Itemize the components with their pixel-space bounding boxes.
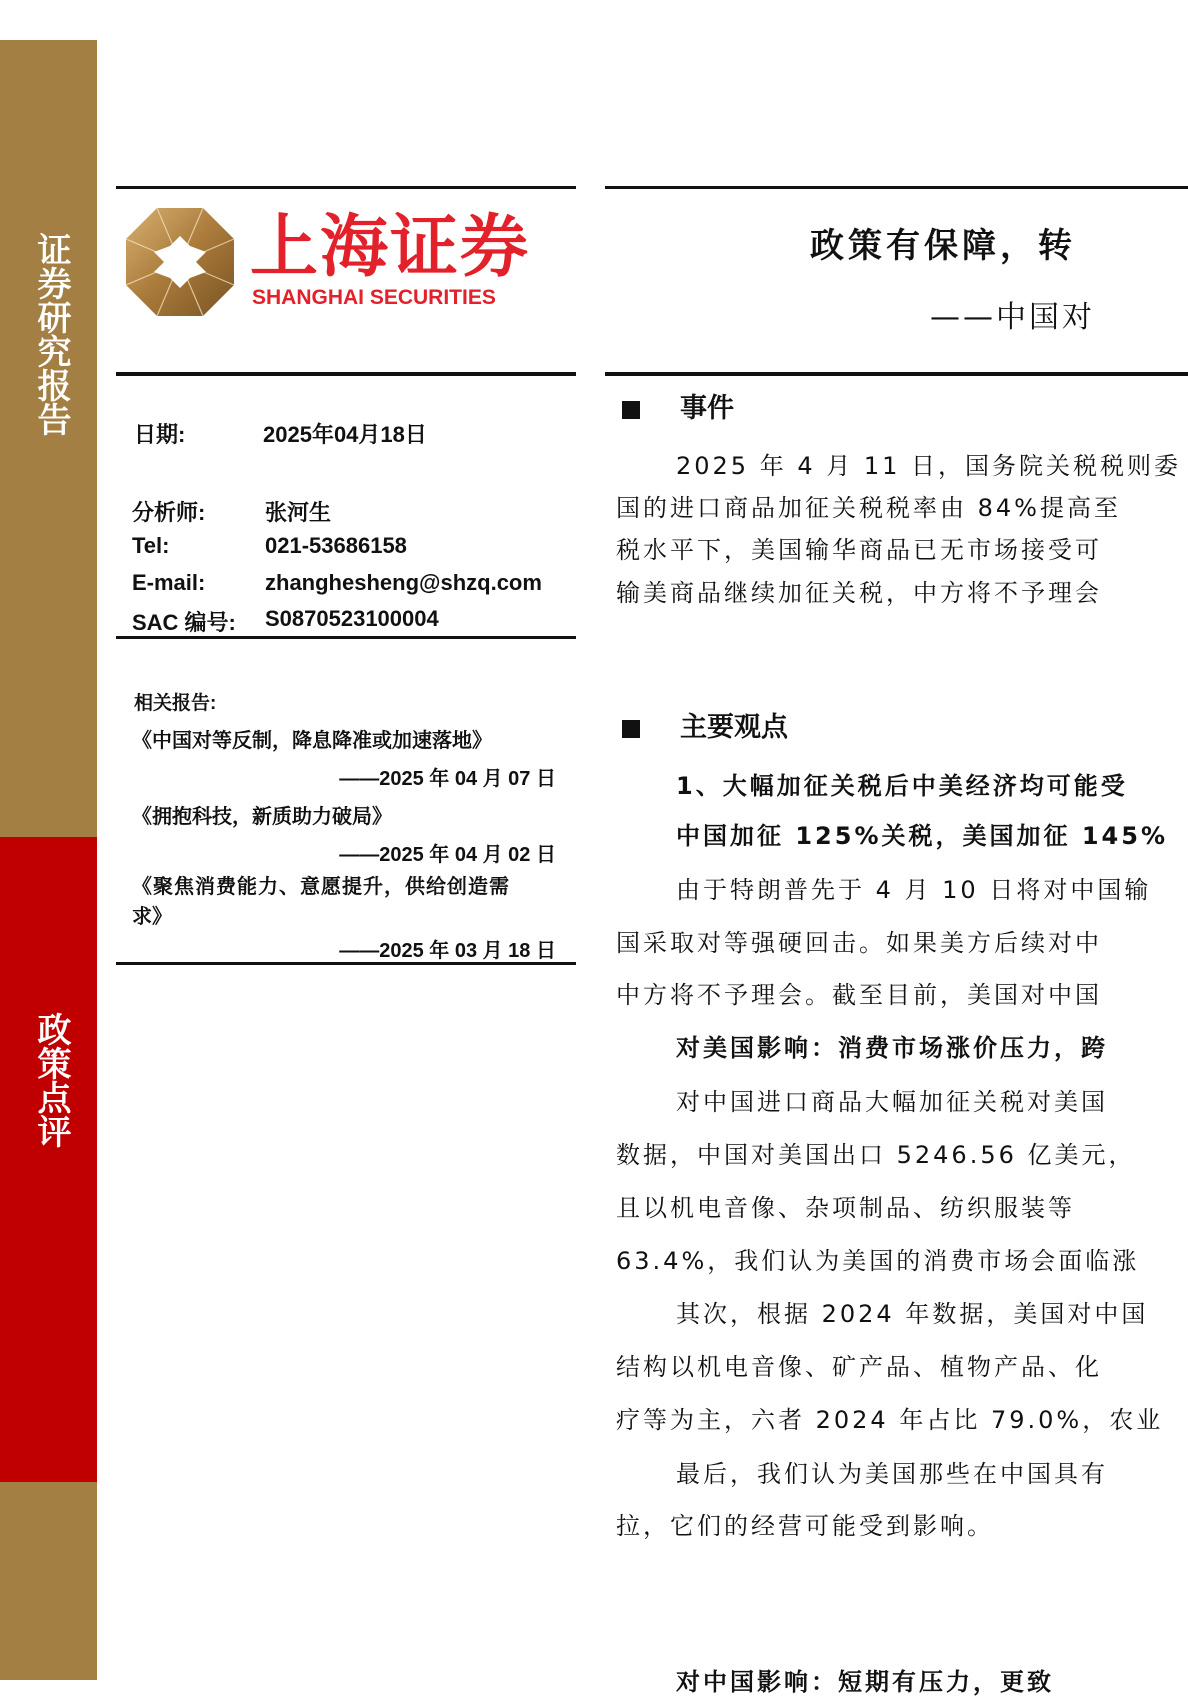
body-line: 63.4%，我们认为美国的消费市场会面临涨 bbox=[616, 1247, 1140, 1275]
bullet-square-icon bbox=[622, 720, 640, 738]
related-label: 相关报告: bbox=[134, 693, 217, 714]
related-report-title[interactable]: 《中国对等反制，降息降准或加速落地》 bbox=[132, 730, 492, 752]
logo-text-en: SHANGHAI SECURITIES bbox=[252, 286, 496, 309]
related-report-date: ——2025 年 03 月 18 日 bbox=[339, 940, 556, 962]
us-impact-heading: 对美国影响：消费市场涨价压力，跨 bbox=[676, 1034, 1108, 1062]
body-line: 最后，我们认为美国那些在中国具有 bbox=[676, 1460, 1108, 1488]
sidebar-gold-top bbox=[0, 40, 97, 837]
body-line: 拉，它们的经营可能受到影响。 bbox=[616, 1512, 994, 1540]
body-line: 由于特朗普先于 4 月 10 日将对中国输 bbox=[676, 876, 1152, 904]
heading-text: 事件 bbox=[680, 393, 734, 424]
point-subheading: 中国加征 125%关税，美国加征 145% bbox=[676, 822, 1168, 850]
logo-octagon-icon bbox=[124, 206, 236, 318]
body-line: 中方将不予理会。截至目前，美国对中国 bbox=[616, 981, 1102, 1009]
point-heading: 1、大幅加征关税后中美经济均可能受 bbox=[676, 772, 1128, 800]
body-line: 数据，中国对美国出口 5246.56 亿美元， bbox=[616, 1141, 1136, 1169]
sac-value: S0870523100004 bbox=[265, 606, 439, 631]
section-heading-event bbox=[622, 386, 734, 425]
email-value[interactable]: zhanghesheng@shzq.com bbox=[265, 570, 542, 595]
sidebar-gold-bottom bbox=[0, 1482, 97, 1680]
event-line: 税水平下，美国输华商品已无市场接受可 bbox=[616, 536, 1102, 564]
date-label: 日期: bbox=[134, 422, 186, 447]
page-title: 政策有保障，转 bbox=[810, 226, 1076, 266]
body-line: 其次，根据 2024 年数据，美国对中国 bbox=[676, 1300, 1149, 1328]
related-report-date: ——2025 年 04 月 02 日 bbox=[339, 844, 556, 866]
related-report-title[interactable]: 《拥抱科技，新质助力破局》 bbox=[132, 806, 392, 828]
body-line: 国采取对等强硬回击。如果美方后续对中 bbox=[616, 929, 1102, 957]
sac-label: SAC 编号: bbox=[132, 610, 236, 635]
analyst-label: 分析师: bbox=[132, 500, 206, 525]
tel-label: Tel: bbox=[132, 533, 170, 558]
page-subtitle: ——中国对 bbox=[930, 300, 1095, 335]
bullet-square-icon bbox=[622, 401, 640, 419]
body-line: 且以机电音像、杂项制品、纺织服装等 bbox=[616, 1194, 1075, 1222]
logo-text-cn: 上海证券 bbox=[250, 208, 531, 287]
section-heading-main bbox=[622, 705, 788, 744]
divider bbox=[605, 372, 1188, 376]
date-value: 2025年04月18日 bbox=[263, 422, 427, 447]
analyst-value: 张河生 bbox=[265, 500, 332, 525]
body-line: 对中国进口商品大幅加征关税对美国 bbox=[676, 1088, 1108, 1116]
divider bbox=[605, 186, 1188, 189]
related-report-date: ——2025 年 04 月 07 日 bbox=[339, 768, 556, 790]
event-line: 2025 年 4 月 11 日，国务院关税税则委 bbox=[676, 452, 1182, 480]
event-line: 国的进口商品加征关税税率由 84%提高至 bbox=[616, 494, 1121, 522]
sidebar-red bbox=[0, 837, 97, 1482]
related-report-title[interactable]: 《聚焦消费能力、意愿提升，供给创造需 bbox=[132, 876, 510, 898]
cn-impact-heading: 对中国影响：短期有压力，更致 bbox=[676, 1668, 1054, 1696]
sidebar-label-policy: 政策点评 bbox=[31, 1012, 71, 1148]
related-report-title-cont[interactable]: 求》 bbox=[132, 906, 172, 928]
body-line: 疗等为主，六者 2024 年占比 79.0%，农业 bbox=[616, 1406, 1164, 1434]
divider bbox=[116, 186, 576, 189]
sidebar-label-report: 证券研究报告 bbox=[31, 232, 71, 436]
divider bbox=[116, 372, 576, 376]
heading-text: 主要观点 bbox=[680, 712, 788, 743]
tel-value: 021-53686158 bbox=[265, 533, 407, 558]
body-line: 结构以机电音像、矿产品、植物产品、化 bbox=[616, 1353, 1102, 1381]
email-label: E-mail: bbox=[132, 570, 206, 595]
event-line: 输美商品继续加征关税，中方将不予理会 bbox=[616, 579, 1102, 607]
